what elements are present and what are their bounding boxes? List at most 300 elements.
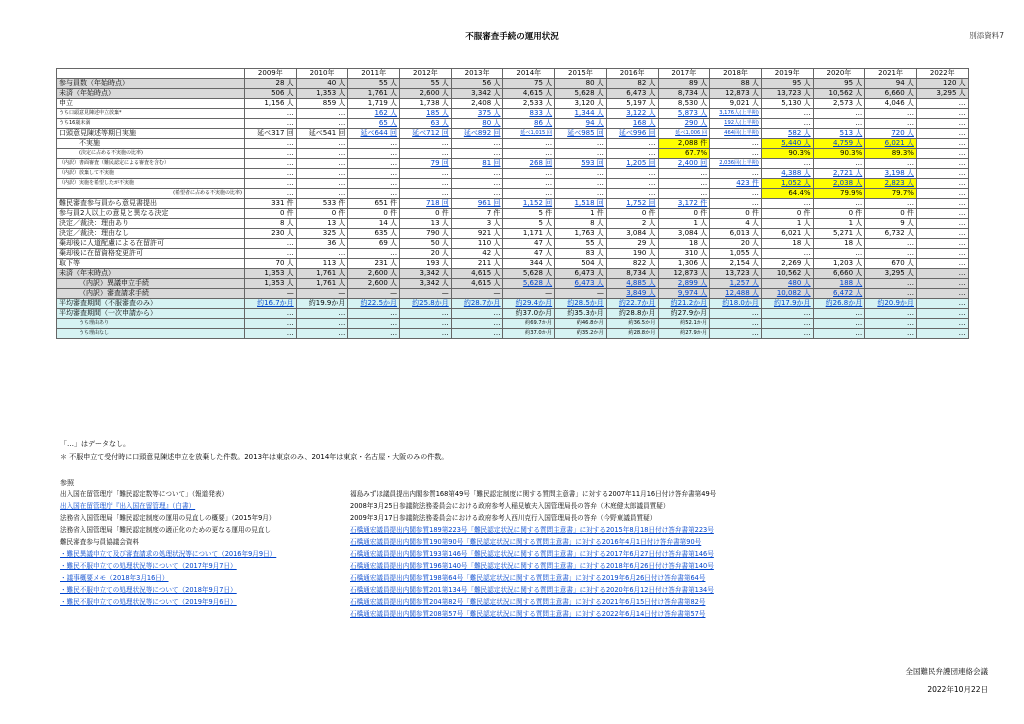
table-cell: … — [813, 249, 865, 259]
table-cell: … — [710, 189, 762, 199]
table-cell: … — [658, 189, 710, 199]
table-cell: … — [658, 169, 710, 179]
table-cell: 13,723 人 — [710, 269, 762, 279]
table-cell[interactable]: 423 件 — [710, 179, 762, 189]
table-cell: — — [296, 289, 348, 299]
table-cell[interactable]: 6,021 人 — [865, 139, 917, 149]
row-label: （内訳）審査請求手続 — [57, 289, 245, 299]
table-cell[interactable]: 79 回 — [400, 159, 452, 169]
table-cell[interactable]: 2,036回(上半期) — [710, 159, 762, 169]
table-cell[interactable]: 1,518 回 — [555, 199, 607, 209]
table-cell: … — [245, 109, 297, 119]
table-cell[interactable]: 192人(上半期) — [710, 119, 762, 129]
table-cell: 1,156 人 — [245, 99, 297, 109]
table-cell: … — [813, 109, 865, 119]
table-cell[interactable]: 6,473 人 — [555, 279, 607, 289]
table-cell[interactable]: 1,205 回 — [606, 159, 658, 169]
table-cell: 110 人 — [451, 239, 503, 249]
table-cell[interactable]: 375 人 — [451, 109, 503, 119]
table-cell: 325 人 — [296, 229, 348, 239]
table-row — [57, 79, 969, 89]
table-cell: … — [916, 219, 968, 229]
table-cell: 3,295 人 — [916, 89, 968, 99]
table-cell[interactable]: 約20.9か月 — [865, 299, 917, 309]
table-cell[interactable]: 3,122 人 — [606, 109, 658, 119]
table-cell[interactable]: 約28.5か月 — [555, 299, 607, 309]
table-cell: … — [865, 319, 917, 329]
table-cell: 1,738 人 — [400, 99, 452, 109]
header-blank — [57, 69, 245, 79]
table-cell: — — [245, 289, 297, 299]
table-cell: 69 人 — [348, 239, 400, 249]
table-cell: 29 人 — [606, 239, 658, 249]
table-cell: … — [245, 309, 297, 319]
table-cell: … — [503, 179, 555, 189]
table-row — [57, 229, 969, 239]
table-cell: 14 人 — [348, 219, 400, 229]
table-cell: … — [503, 139, 555, 149]
table-cell: 13 人 — [296, 219, 348, 229]
table-cell: 211 人 — [451, 259, 503, 269]
table-row — [57, 159, 969, 169]
table-cell: … — [916, 319, 968, 329]
table-cell: 1 人 — [813, 219, 865, 229]
table-cell[interactable]: 720 人 — [865, 129, 917, 139]
table-cell: … — [348, 309, 400, 319]
year-header: 2020年 — [813, 69, 865, 79]
table-cell[interactable]: 1,152 回 — [503, 199, 555, 209]
table-cell[interactable]: 582 人 — [761, 129, 813, 139]
table-cell[interactable]: 約18.0か月 — [710, 299, 762, 309]
table-cell[interactable]: 2,400 回 — [658, 159, 710, 169]
reference-link[interactable]: 石橋通宏議員提出内閣参質189第223号「難民認定状況に関する質問主意書」に対する2015年8月18日付け答弁書第223号 — [350, 526, 714, 534]
year-header: 2022年 — [916, 69, 968, 79]
table-cell: … — [916, 309, 968, 319]
table-cell: 1,761 人 — [296, 279, 348, 289]
table-header — [57, 69, 969, 79]
table-cell: — — [503, 289, 555, 299]
table-cell: 193 人 — [400, 259, 452, 269]
reference-link[interactable]: 石橋通宏議員提出内閣参質196第140号「難民認定状況に関する質問主意書」に対する2018年6月26日付け答弁書第140号 — [350, 562, 714, 570]
table-cell: … — [710, 199, 762, 209]
table-cell[interactable]: 12,488 人 — [710, 289, 762, 299]
table-cell[interactable]: 延べ892 回 — [451, 129, 503, 139]
table-cell[interactable]: 3,176人(上半期) — [710, 109, 762, 119]
table-cell: 約35.3か月 — [555, 309, 607, 319]
table-cell[interactable]: 約21.2か月 — [658, 299, 710, 309]
table-cell: … — [916, 199, 968, 209]
table-cell[interactable]: 9,974 人 — [658, 289, 710, 299]
year-header: 2016年 — [606, 69, 658, 79]
table-cell: 8 人 — [245, 219, 297, 229]
table-cell: … — [245, 139, 297, 149]
table-cell[interactable]: 513 人 — [813, 129, 865, 139]
table-cell: … — [916, 119, 968, 129]
table-cell: … — [451, 169, 503, 179]
table-cell: … — [348, 249, 400, 259]
table-row — [57, 309, 969, 319]
table-cell[interactable]: 延べ1,006 回 — [658, 129, 710, 139]
table-cell: … — [296, 159, 348, 169]
table-cell: … — [451, 149, 503, 159]
table-cell: … — [916, 139, 968, 149]
table-cell[interactable]: 約22.7か月 — [606, 299, 658, 309]
table-cell: … — [710, 319, 762, 329]
table-cell: 5 件 — [503, 209, 555, 219]
table-cell[interactable]: 94 人 — [555, 119, 607, 129]
year-header: 2017年 — [658, 69, 710, 79]
table-cell[interactable]: 1,257 人 — [710, 279, 762, 289]
table-cell: 6,660 人 — [865, 89, 917, 99]
table-cell: 10,562 人 — [813, 89, 865, 99]
table-cell: … — [916, 109, 968, 119]
reference-link[interactable]: ・難民不服申立ての処理状況等について（2018年9月7日） — [60, 586, 237, 594]
table-cell: … — [245, 159, 297, 169]
table-cell: … — [916, 209, 968, 219]
refs-left — [60, 488, 276, 608]
table-cell: 5,628 人 — [555, 89, 607, 99]
table-cell: 約35.2か月 — [555, 329, 607, 339]
table-cell[interactable]: 81 回 — [451, 159, 503, 169]
table-cell: … — [916, 99, 968, 109]
table-cell[interactable]: 833 人 — [503, 109, 555, 119]
table-cell: 1 人 — [658, 219, 710, 229]
table-cell: 4 人 — [710, 219, 762, 229]
table-cell[interactable]: 5,873 人 — [658, 109, 710, 119]
row-label: うち口頭意見陳述申立放棄* — [57, 109, 245, 119]
table-cell: … — [245, 119, 297, 129]
table-cell: … — [451, 139, 503, 149]
table-cell: 2,600 人 — [348, 269, 400, 279]
table-cell: 47 人 — [503, 239, 555, 249]
table-cell: 190 人 — [606, 249, 658, 259]
table-cell: … — [865, 249, 917, 259]
table-cell[interactable]: 5,628 人 — [503, 279, 555, 289]
year-header: 2009年 — [245, 69, 297, 79]
table-cell[interactable]: 65 人 — [348, 119, 400, 129]
table-cell: 3,084 人 — [658, 229, 710, 239]
table-cell[interactable]: 約17.9か月 — [761, 299, 813, 309]
table-cell: — — [451, 289, 503, 299]
reference-link[interactable]: 石橋通宏議員提出内閣参質208第57号「難民認定状況に関する質問主意書」に対する2022年6月14日付け答弁書第57号 — [350, 610, 706, 618]
table-cell: 0 件 — [348, 209, 400, 219]
table-cell: … — [451, 309, 503, 319]
table-cell: 3 人 — [451, 219, 503, 229]
table-cell[interactable]: 185 人 — [400, 109, 452, 119]
table-cell[interactable]: 2,721 人 — [813, 169, 865, 179]
table-cell: … — [916, 149, 968, 159]
row-label: うち理由あり — [57, 319, 245, 329]
table-cell: … — [916, 169, 968, 179]
table-cell: … — [245, 149, 297, 159]
table-cell: … — [245, 189, 297, 199]
table-cell: 約37.0か月 — [503, 329, 555, 339]
table-cell: 約69.7か月 — [503, 319, 555, 329]
table-cell: … — [865, 309, 917, 319]
table-cell: … — [503, 169, 555, 179]
table-cell[interactable]: 約16.7か月 — [245, 299, 297, 309]
table-cell[interactable]: 4,388 人 — [761, 169, 813, 179]
table-row — [57, 269, 969, 279]
row-label: （内訳）放棄して不実施 — [57, 169, 245, 179]
table-row — [57, 299, 969, 309]
table-cell: — — [555, 289, 607, 299]
table-cell: … — [400, 139, 452, 149]
table-cell: 822 人 — [606, 259, 658, 269]
table-cell: 47 人 — [503, 249, 555, 259]
reference-link[interactable]: 石橋通宏議員提出内閣参質190第90号「難民認定状況に関する質問主意書」に対する2016年4月1日付け答弁書第90号 — [350, 538, 702, 546]
row-label: 未済（年末時点） — [57, 269, 245, 279]
table-cell: 6,473 人 — [555, 269, 607, 279]
table-cell: 79.9% — [813, 189, 865, 199]
table-cell[interactable]: 3,172 件 — [658, 199, 710, 209]
row-label: （内訳）書面審査（難民認定による審査を含む） — [57, 159, 245, 169]
table-row — [57, 319, 969, 329]
table-cell: 10,562 人 — [761, 269, 813, 279]
row-label: 参与員数（年始時点） — [57, 79, 245, 89]
table-row — [57, 139, 969, 149]
reference-link[interactable]: ・議事概要メモ（2018年3月16日） — [60, 574, 169, 582]
table-cell: … — [245, 169, 297, 179]
table-cell: 7 件 — [451, 209, 503, 219]
table-cell: 331 件 — [245, 199, 297, 209]
table-cell: … — [865, 279, 917, 289]
table-row — [57, 259, 969, 269]
table-cell: … — [348, 139, 400, 149]
table-cell: 3,342 人 — [400, 279, 452, 289]
table-cell: 67.7% — [658, 149, 710, 159]
year-header: 2010年 — [296, 69, 348, 79]
table-row — [57, 279, 969, 289]
table-row — [57, 169, 969, 179]
table-cell[interactable]: 約25.8か月 — [400, 299, 452, 309]
year-header: 2021年 — [865, 69, 917, 79]
table-cell[interactable]: 4,759 人 — [813, 139, 865, 149]
table-cell: … — [451, 329, 503, 339]
table-cell: 921 人 — [451, 229, 503, 239]
table-cell: … — [245, 179, 297, 189]
table-row — [57, 199, 969, 209]
table-cell[interactable]: 86 人 — [503, 119, 555, 129]
table-cell[interactable]: 5,440 人 — [761, 139, 813, 149]
table-cell[interactable]: 718 回 — [400, 199, 452, 209]
table-cell: … — [813, 319, 865, 329]
table-cell: … — [348, 189, 400, 199]
row-label: 口頭意見陳述等期日実施 — [57, 129, 245, 139]
table-cell: … — [916, 229, 968, 239]
table-cell[interactable]: 593 回 — [555, 159, 607, 169]
table-cell[interactable]: 480 人 — [761, 279, 813, 289]
table-cell: 2,600 人 — [400, 89, 452, 99]
table-cell: … — [916, 299, 968, 309]
table-cell[interactable]: 約26.8か月 — [813, 299, 865, 309]
table-cell: … — [865, 119, 917, 129]
table-cell: 4,615 人 — [503, 89, 555, 99]
table-cell[interactable]: 168 人 — [606, 119, 658, 129]
table-cell: 6,660 人 — [813, 269, 865, 279]
table-cell[interactable]: 1,052 人 — [761, 179, 813, 189]
table-cell: … — [245, 239, 297, 249]
table-cell[interactable]: 3,849 人 — [606, 289, 658, 299]
table-cell: 2,408 人 — [451, 99, 503, 109]
table-cell[interactable]: 290 人 — [658, 119, 710, 129]
table-cell: … — [813, 119, 865, 129]
table-cell: … — [916, 269, 968, 279]
table-cell: 89.3% — [865, 149, 917, 159]
table-row — [57, 219, 969, 229]
table-cell: 4,615 人 — [451, 269, 503, 279]
table-cell[interactable]: 10,082 人 — [761, 289, 813, 299]
table-cell: 36 人 — [296, 239, 348, 249]
table-cell: 1,353 人 — [296, 89, 348, 99]
table-cell[interactable]: 延べ712 回 — [400, 129, 452, 139]
table-cell: 859 人 — [296, 99, 348, 109]
table-cell: … — [710, 309, 762, 319]
table-cell: … — [296, 319, 348, 329]
table-cell: 113 人 — [296, 259, 348, 269]
table-cell[interactable]: 1,344 人 — [555, 109, 607, 119]
table-cell: 13,723 人 — [761, 89, 813, 99]
table-cell[interactable]: 6,472 人 — [813, 289, 865, 299]
reference-link[interactable]: 石橋通宏議員提出内閣参質193第146号「難民認定状況に関する質問主意書」に対する2017年6月27日付け答弁書第146号 — [350, 550, 714, 558]
table-cell[interactable]: 約22.5か月 — [348, 299, 400, 309]
table-cell: 約19.9か月 — [296, 299, 348, 309]
table-cell: … — [348, 149, 400, 159]
table-cell[interactable]: 延べ644 回 — [348, 129, 400, 139]
table-cell[interactable]: 268 回 — [503, 159, 555, 169]
table-cell: 75 人 — [503, 79, 555, 89]
table-cell: … — [916, 259, 968, 269]
table-cell: 8 人 — [555, 219, 607, 229]
table-cell: 5,197 人 — [606, 99, 658, 109]
table-cell: 28 人 — [245, 79, 297, 89]
refs-title: 参照 — [60, 479, 74, 487]
table-cell[interactable]: 80 人 — [451, 119, 503, 129]
table-cell: 5 人 — [503, 219, 555, 229]
table-cell[interactable]: 延べ1,015 回 — [503, 129, 555, 139]
table-cell[interactable]: 464回(上半期) — [710, 129, 762, 139]
table-cell: … — [761, 319, 813, 329]
table-cell: … — [451, 319, 503, 329]
table-cell[interactable]: 2,823 人 — [865, 179, 917, 189]
table-row — [57, 149, 969, 159]
table-cell: … — [710, 139, 762, 149]
table-cell[interactable]: 1,752 回 — [606, 199, 658, 209]
table-cell: 2,533 人 — [503, 99, 555, 109]
table-cell[interactable]: 961 回 — [451, 199, 503, 209]
table-cell: 0 件 — [606, 209, 658, 219]
table-cell: 89 人 — [658, 79, 710, 89]
reference-text: 福島みずほ議員提出内閣参質168第49号「難民認定制度に関する質問主意書」に対する2007年11月16日付け答弁書第49号 — [350, 490, 717, 498]
reference-text: 法務省入国管理局「難民認定制度の適正化のための更なる運用の見直し — [60, 526, 271, 534]
table-cell[interactable]: 3,198 人 — [865, 169, 917, 179]
table-cell: 20 人 — [400, 249, 452, 259]
table-cell: 790 人 — [400, 229, 452, 239]
table-cell: 95 人 — [761, 79, 813, 89]
table-cell: … — [400, 149, 452, 159]
reference-link[interactable]: ・難民不服申立ての処理状況等について（2019年9月6日） — [60, 598, 237, 606]
table-cell[interactable]: 延べ996 回 — [606, 129, 658, 139]
table-cell: … — [606, 139, 658, 149]
table-cell: 約27.9か月 — [658, 329, 710, 339]
table-cell: … — [813, 309, 865, 319]
table-cell: 56 人 — [451, 79, 503, 89]
table-cell: … — [606, 189, 658, 199]
reference-link[interactable]: 石橋通宏議員提出内閣参質198第64号「難民認定状況に関する質問主意書」に対する2019年6月26日付け答弁書第64号 — [350, 574, 706, 582]
table-cell[interactable]: 2,038 人 — [813, 179, 865, 189]
table-cell: 120 人 — [916, 79, 968, 89]
reference-text: 難民審査参与員協議会資料 — [60, 538, 140, 546]
table-cell: … — [865, 239, 917, 249]
table-cell: 0 件 — [865, 209, 917, 219]
table-cell: 12,873 人 — [710, 89, 762, 99]
table-row — [57, 179, 969, 189]
table-cell: 約28.8か月 — [606, 329, 658, 339]
table-cell[interactable]: 約28.7か月 — [451, 299, 503, 309]
table-cell: … — [503, 149, 555, 159]
table-cell: … — [761, 249, 813, 259]
reference-link[interactable]: ・難民異議申立て及び審査請求の処理状況等について（2016年9月9日） — [60, 550, 277, 558]
table-cell[interactable]: 延べ985 回 — [555, 129, 607, 139]
table-cell[interactable]: 162 人 — [348, 109, 400, 119]
table-cell: … — [451, 189, 503, 199]
reference-text: 法務省入国管理局「難民認定制度の運用の見直しの概要」（2015年9月） — [60, 514, 276, 522]
reference-link[interactable]: 出入国在留管理庁『出入国在留管理』（白書） — [60, 502, 196, 510]
note-2: ＊ 不服申立て受付時に口頭意見陳述申立を放棄した件数。2013年は東京のみ、2014年は東京・名古屋・大阪のみの件数。 — [60, 453, 449, 461]
row-label: 決定／裁決：理由あり — [57, 219, 245, 229]
reference-text: 2008年3月25日参議院法務委員会における政府参考人稲見敏夫入国管理局長の答弁（木庭健太郎議員質疑） — [350, 502, 670, 510]
table-cell: … — [761, 199, 813, 209]
footer-org: 全国難民弁護団連絡会議 — [905, 667, 988, 676]
table-row — [57, 109, 969, 119]
page-title: 不服審査手続の運用状況 — [465, 32, 559, 42]
table-cell: … — [865, 199, 917, 209]
table-cell: … — [606, 179, 658, 189]
table-cell: 2,088 件 — [658, 139, 710, 149]
reference-link[interactable]: 石橋通宏議員提出内閣参質201第134号「難民認定状況に関する質問主意書」に対する2020年6月12日付け答弁書第134号 — [350, 586, 714, 594]
table-cell: 0 件 — [296, 209, 348, 219]
table-row — [57, 89, 969, 99]
table-cell: … — [916, 179, 968, 189]
table-cell: 8,530 人 — [658, 99, 710, 109]
table-cell[interactable]: 4,885 人 — [606, 279, 658, 289]
table-cell: … — [296, 309, 348, 319]
table-cell: … — [710, 169, 762, 179]
table-cell: 13 人 — [400, 219, 452, 229]
table-cell: 95 人 — [813, 79, 865, 89]
table-cell: 79.7% — [865, 189, 917, 199]
reference-link[interactable]: 石橋通宏議員提出内閣参質204第82号「難民認定状況に関する質問主意書」に対する2021年6月15日付け答弁書第82号 — [350, 598, 706, 606]
table-cell: … — [296, 149, 348, 159]
table-cell: … — [761, 309, 813, 319]
table-cell[interactable]: 約29.4か月 — [503, 299, 555, 309]
table-cell[interactable]: 2,899 人 — [658, 279, 710, 289]
row-label: (決定に占める不実施の比率) — [57, 149, 245, 159]
table-cell: 約28.8か月 — [606, 309, 658, 319]
reference-link[interactable]: ・難民不服申立ての処理状況等について（2017年9月7日） — [60, 562, 237, 570]
table-cell: 3,295 人 — [865, 269, 917, 279]
attachment-label: 別添資料7 — [969, 31, 1004, 40]
table-cell: 0 件 — [658, 209, 710, 219]
table-cell: 231 人 — [348, 259, 400, 269]
table-cell: 18 人 — [813, 239, 865, 249]
table-cell: … — [761, 159, 813, 169]
table-cell[interactable]: 188 人 — [813, 279, 865, 289]
table-cell: … — [606, 169, 658, 179]
table-row — [57, 209, 969, 219]
table-cell: 6,013 人 — [710, 229, 762, 239]
table-cell[interactable]: 63 人 — [400, 119, 452, 129]
